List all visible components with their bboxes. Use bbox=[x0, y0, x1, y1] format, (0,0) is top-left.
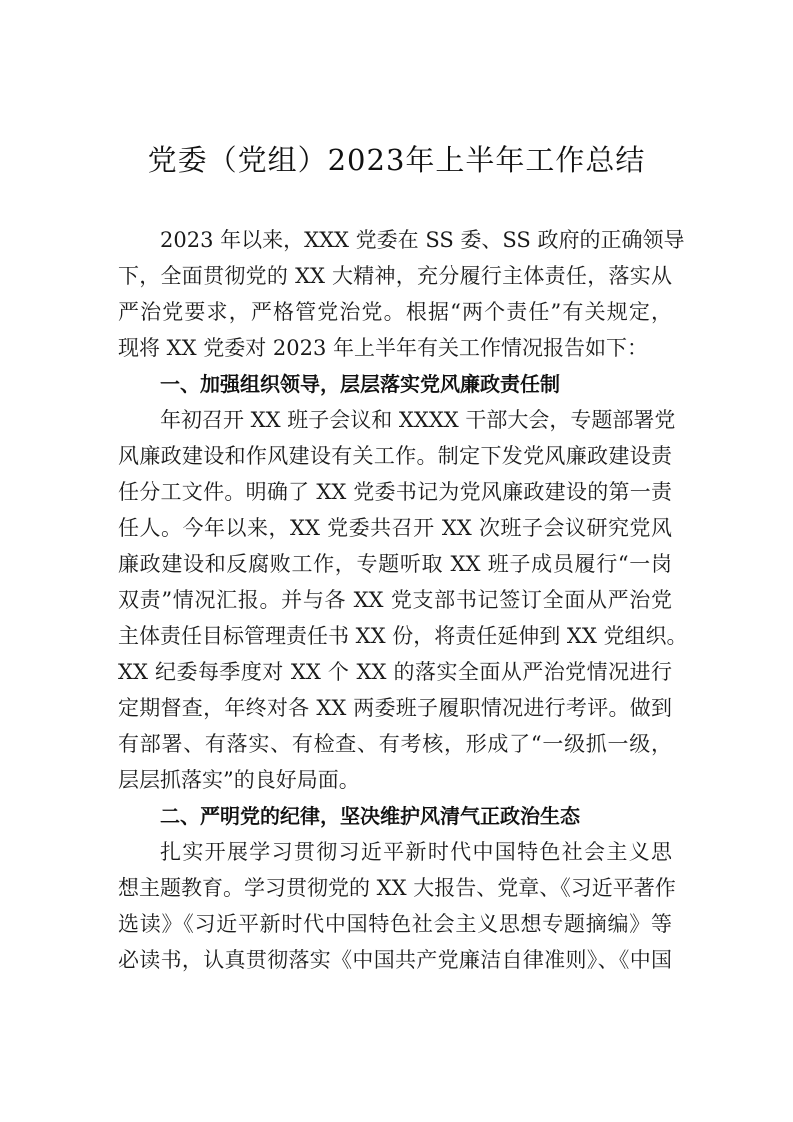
section-1-line-1: 年初召开 XX 班子会议和 XXXX 干部大会，专题部署党 bbox=[160, 408, 676, 432]
section-1-line-6: 双责”情况汇报。并与各 XX 党支部书记签订全面从严治党 bbox=[118, 588, 672, 612]
section-1-line-4: 任人。今年以来，XX 党委共召开 XX 次班子会议研究党风 bbox=[118, 516, 672, 540]
intro-line-1: 2023 年以来，XXX 党委在 SS 委、SS 政府的正确领导 bbox=[160, 228, 685, 252]
section-2-line-3: 选读》《习近平新时代中国特色社会主义思想专题摘编》等 bbox=[118, 912, 672, 936]
section-2-line-1: 扎实开展学习贯彻习近平新时代中国特色社会主义思 bbox=[160, 840, 672, 864]
document-title: 党委（党组）2023年上半年工作总结 bbox=[147, 143, 646, 177]
section-1-line-11: 层层抓落实”的良好局面。 bbox=[118, 768, 360, 792]
section-2-line-4: 必读书，认真贯彻落实《中国共产党廉洁自律准则》、《中国 bbox=[118, 948, 672, 972]
section-1-line-5: 廉政建设和反腐败工作，专题听取 XX 班子成员履行“一岗 bbox=[118, 552, 672, 576]
section-1-heading: 一、加强组织领导，层层落实党风廉政责任制 bbox=[160, 372, 560, 396]
section-1-line-10: 有部署、有落实、有检查、有考核，形成了“一级抓一级， bbox=[118, 732, 672, 756]
section-1-line-9: 定期督查，年终对各 XX 两委班子履职情况进行考评。做到 bbox=[118, 696, 672, 720]
intro-line-2: 下，全面贯彻党的 XX 大精神，充分履行主体责任，落实从 bbox=[118, 264, 672, 288]
section-1-line-2: 风廉政建设和作风建设有关工作。制定下发党风廉政建设责 bbox=[118, 444, 672, 468]
intro-line-4: 现将 XX 党委对 2023 年上半年有关工作情况报告如下： bbox=[118, 336, 649, 360]
intro-line-3: 严治党要求，严格管党治党。根据“两个责任”有关规定， bbox=[118, 300, 672, 324]
section-1-line-7: 主体责任目标管理责任书 XX 份，将责任延伸到 XX 党组织。 bbox=[118, 624, 688, 648]
section-2-heading: 二、严明党的纪律，坚决维护风清气正政治生态 bbox=[160, 804, 580, 828]
section-2-line-2: 想主题教育。学习贯彻党的 XX 大报告、党章、《习近平著作 bbox=[118, 876, 676, 900]
section-1-line-3: 任分工文件。明确了 XX 党委书记为党风廉政建设的第一责 bbox=[118, 480, 672, 504]
section-1-line-8: XX 纪委每季度对 XX 个 XX 的落实全面从严治党情况进行 bbox=[118, 660, 672, 684]
